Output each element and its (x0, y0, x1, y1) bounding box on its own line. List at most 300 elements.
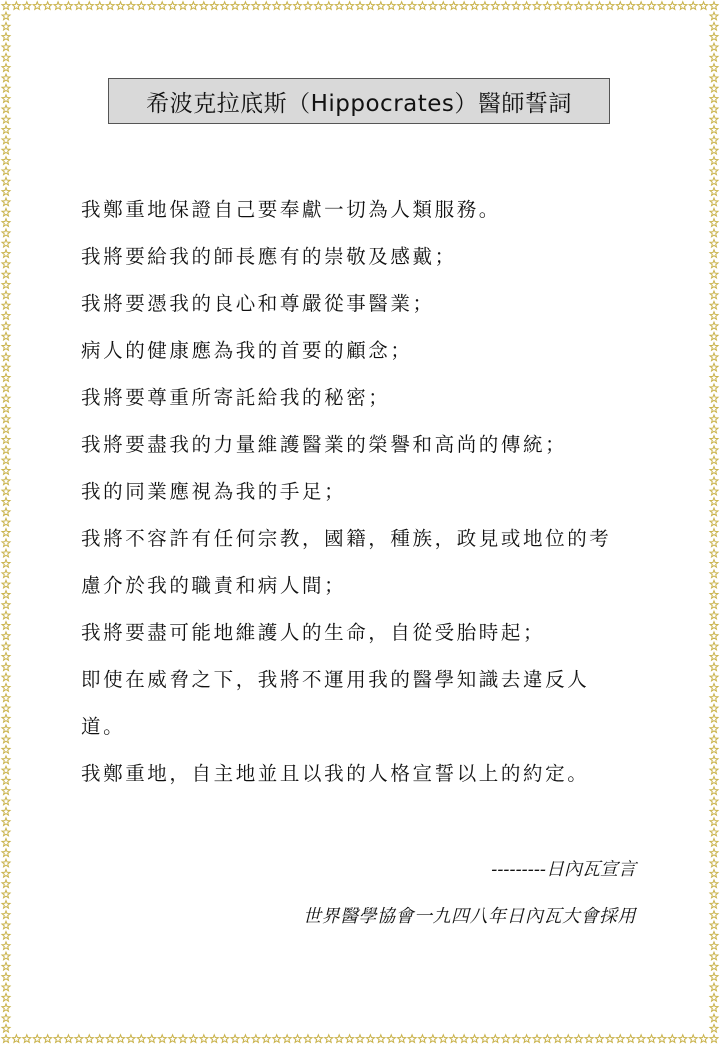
oath-line: 我將要盡可能地維護人的生命，自從受胎時起； (81, 621, 546, 644)
star-icon (2, 704, 10, 712)
star-icon (2, 467, 10, 475)
star-icon (710, 74, 718, 82)
star-icon (2, 115, 10, 123)
star-icon (2, 890, 10, 898)
star-icon (710, 777, 718, 785)
star-icon (2, 281, 10, 289)
star-icon (710, 188, 718, 196)
oath-line: 我將要憑我的良心和尊嚴從事醫業； (81, 292, 435, 315)
star-icon (408, 1035, 416, 1043)
star-icon (564, 1035, 572, 1043)
star-icon (2, 394, 10, 402)
star-icon (710, 250, 718, 258)
star-icon (710, 2, 718, 10)
star-icon (700, 1035, 708, 1043)
star-icon (2, 405, 10, 413)
oath-line: 我鄭重地，自主地並且以我的人格宣誓以上的約定。 (81, 762, 590, 785)
star-icon (2, 653, 10, 661)
star-icon (710, 425, 718, 433)
star-icon (710, 219, 718, 227)
star-icon (2, 549, 10, 557)
star-icon (710, 146, 718, 154)
star-icon (710, 312, 718, 320)
star-icon (710, 756, 718, 764)
star-icon (679, 1035, 687, 1043)
star-icon (2, 22, 10, 30)
star-icon (241, 2, 249, 10)
star-icon (585, 2, 593, 10)
star-icon (512, 1035, 520, 1043)
star-icon (2, 136, 10, 144)
star-icon (12, 1035, 20, 1043)
star-icon (2, 33, 10, 41)
star-icon (2, 43, 10, 51)
star-icon (710, 952, 718, 960)
star-icon (2, 1024, 10, 1032)
star-icon (710, 870, 718, 878)
star-icon (346, 1035, 354, 1043)
star-icon (564, 2, 572, 10)
star-icon (595, 1035, 603, 1043)
star-icon (710, 105, 718, 113)
star-icon (2, 436, 10, 444)
star-icon (429, 2, 437, 10)
star-icon (575, 2, 583, 10)
star-icon (668, 1035, 676, 1043)
star-icon (710, 436, 718, 444)
star-icon (710, 653, 718, 661)
star-icon (2, 229, 10, 237)
star-icon (2, 53, 10, 61)
star-icon (2, 425, 10, 433)
oath-text (81, 186, 651, 797)
star-icon (304, 2, 312, 10)
star-icon (710, 560, 718, 568)
star-icon (2, 343, 10, 351)
star-icon (554, 2, 562, 10)
star-icon (377, 1035, 385, 1043)
star-icon (710, 746, 718, 754)
star-icon (2, 518, 10, 526)
star-icon (710, 291, 718, 299)
star-icon (2, 374, 10, 382)
star-icon (637, 1035, 645, 1043)
star-icon (85, 2, 93, 10)
star-icon (252, 1035, 260, 1043)
star-icon (710, 415, 718, 423)
star-icon (710, 167, 718, 175)
star-icon (710, 198, 718, 206)
star-icon (2, 498, 10, 506)
star-icon (502, 2, 510, 10)
star-icon (148, 1035, 156, 1043)
star-icon (710, 467, 718, 475)
star-icon (2, 684, 10, 692)
star-icon (96, 1035, 104, 1043)
star-icon (2, 797, 10, 805)
star-icon (679, 2, 687, 10)
star-icon (2, 715, 10, 723)
star-icon (710, 704, 718, 712)
star-icon (710, 570, 718, 578)
star-icon (2, 901, 10, 909)
star-icon (533, 2, 541, 10)
star-icon (210, 1035, 218, 1043)
star-icon (710, 301, 718, 309)
star-icon (2, 487, 10, 495)
star-icon (554, 1035, 562, 1043)
star-icon (200, 2, 208, 10)
star-icon (710, 95, 718, 103)
oath-line: 我將不容許有任何宗教，國籍，種族，政見或地位的考 (81, 527, 612, 550)
star-icon (627, 2, 635, 10)
star-icon (2, 622, 10, 630)
title-box (108, 78, 610, 124)
star-icon (710, 529, 718, 537)
star-icon (2, 446, 10, 454)
oath-line: 道。 (81, 715, 126, 738)
star-icon (117, 2, 125, 10)
star-icon (606, 1035, 614, 1043)
star-icon (2, 353, 10, 361)
star-icon (616, 1035, 624, 1043)
star-icon (33, 2, 41, 10)
star-icon (710, 363, 718, 371)
star-icon (710, 270, 718, 278)
star-icon (2, 870, 10, 878)
star-icon (2, 322, 10, 330)
star-icon (33, 1035, 41, 1043)
star-icon (710, 797, 718, 805)
star-icon (231, 2, 239, 10)
star-icon (710, 622, 718, 630)
star-icon (377, 2, 385, 10)
star-icon (2, 560, 10, 568)
star-icon (85, 1035, 93, 1043)
star-icon (2, 270, 10, 278)
star-icon (460, 1035, 468, 1043)
oath-line: 我將要盡我的力量維護醫業的榮譽和高尚的傳統； (81, 433, 568, 456)
star-icon (23, 2, 31, 10)
star-icon (710, 694, 718, 702)
star-icon (189, 2, 197, 10)
star-icon (2, 808, 10, 816)
star-icon (283, 2, 291, 10)
star-icon (606, 2, 614, 10)
signature: ---------日內瓦宣言 (491, 859, 636, 880)
star-icon (335, 1035, 343, 1043)
star-icon (2, 539, 10, 547)
star-icon (44, 1035, 52, 1043)
star-icon (710, 818, 718, 826)
star-icon (710, 126, 718, 134)
star-icon (2, 529, 10, 537)
star-icon (2, 859, 10, 867)
star-icon (710, 1014, 718, 1022)
star-icon (106, 1035, 114, 1043)
star-icon (710, 508, 718, 516)
star-icon (2, 456, 10, 464)
star-icon (54, 1035, 62, 1043)
star-icon (710, 983, 718, 991)
star-icon (231, 1035, 239, 1043)
star-icon (2, 725, 10, 733)
star-icon (2, 1004, 10, 1012)
star-icon (179, 1035, 187, 1043)
star-icon (700, 2, 708, 10)
star-icon (75, 2, 83, 10)
star-icon (710, 663, 718, 671)
star-icon (710, 498, 718, 506)
star-icon (2, 942, 10, 950)
star-icon (2, 157, 10, 165)
star-icon (481, 2, 489, 10)
star-icon (2, 591, 10, 599)
star-icon (710, 1004, 718, 1012)
star-icon (710, 735, 718, 743)
star-icon (169, 1035, 177, 1043)
star-icon (158, 2, 166, 10)
star-icon (2, 746, 10, 754)
star-icon (356, 1035, 364, 1043)
star-icon (2, 74, 10, 82)
star-icon (137, 1035, 145, 1043)
star-icon (12, 2, 20, 10)
star-icon (2, 2, 10, 10)
star-icon (366, 1035, 374, 1043)
star-icon (710, 911, 718, 919)
star-icon (2, 146, 10, 154)
star-icon (2, 64, 10, 72)
star-icon (2, 983, 10, 991)
star-icon (314, 2, 322, 10)
star-icon (710, 281, 718, 289)
star-icon (710, 580, 718, 588)
star-icon (585, 1035, 593, 1043)
star-icon (2, 1035, 10, 1043)
star-icon (2, 849, 10, 857)
star-icon (710, 446, 718, 454)
star-icon (304, 1035, 312, 1043)
star-icon (710, 374, 718, 382)
star-icon (2, 777, 10, 785)
star-icon (2, 260, 10, 268)
star-icon (2, 839, 10, 847)
star-icon (2, 580, 10, 588)
star-icon (96, 2, 104, 10)
star-icon (106, 2, 114, 10)
star-icon (398, 2, 406, 10)
star-icon (710, 601, 718, 609)
star-icon (710, 405, 718, 413)
oath-line: 即使在威脅之下，我將不運用我的醫學知識去違反人 (81, 668, 590, 691)
star-icon (710, 962, 718, 970)
star-icon (2, 508, 10, 516)
star-icon (2, 756, 10, 764)
star-icon (710, 715, 718, 723)
star-icon (710, 549, 718, 557)
star-icon (2, 363, 10, 371)
star-icon (710, 849, 718, 857)
star-icon (2, 384, 10, 392)
star-icon (398, 1035, 406, 1043)
star-icon (2, 105, 10, 113)
star-icon (2, 477, 10, 485)
star-icon (710, 890, 718, 898)
star-icon (658, 1035, 666, 1043)
star-icon (2, 95, 10, 103)
star-icon (481, 1035, 489, 1043)
star-icon (648, 2, 656, 10)
star-icon (710, 1024, 718, 1032)
star-icon (64, 2, 72, 10)
star-icon (2, 84, 10, 92)
oath-line: 我將要尊重所寄託給我的秘密； (81, 386, 391, 409)
star-icon (523, 2, 531, 10)
star-icon (710, 518, 718, 526)
star-icon (710, 332, 718, 340)
star-icon (221, 2, 229, 10)
star-icon (262, 2, 270, 10)
star-icon (710, 766, 718, 774)
star-icon (710, 725, 718, 733)
star-icon (294, 2, 302, 10)
star-icon (2, 766, 10, 774)
star-icon (710, 22, 718, 30)
star-icon (710, 260, 718, 268)
star-icon (2, 570, 10, 578)
star-icon (262, 1035, 270, 1043)
star-icon (439, 1035, 447, 1043)
oath-line: 我鄭重地保證自己要奉獻一切為人類服務。 (81, 198, 501, 221)
star-icon (158, 1035, 166, 1043)
star-icon (710, 787, 718, 795)
star-icon (502, 1035, 510, 1043)
star-icon (210, 2, 218, 10)
star-icon (710, 477, 718, 485)
star-icon (137, 2, 145, 10)
star-icon (710, 84, 718, 92)
star-icon (418, 1035, 426, 1043)
star-icon (2, 301, 10, 309)
star-icon (710, 932, 718, 940)
star-icon (2, 973, 10, 981)
star-icon (689, 1035, 697, 1043)
star-icon (627, 1035, 635, 1043)
star-icon (44, 2, 52, 10)
star-icon (710, 859, 718, 867)
star-icon (2, 291, 10, 299)
star-icon (710, 343, 718, 351)
star-icon (710, 239, 718, 247)
star-icon (169, 2, 177, 10)
star-icon (418, 2, 426, 10)
star-icon (2, 239, 10, 247)
star-icon (2, 642, 10, 650)
oath-line: 慮介於我的職責和病人間； (81, 574, 347, 597)
star-icon (710, 394, 718, 402)
star-icon (710, 487, 718, 495)
star-icon (2, 787, 10, 795)
star-icon (189, 1035, 197, 1043)
star-icon (2, 219, 10, 227)
star-icon (200, 1035, 208, 1043)
star-icon (512, 2, 520, 10)
star-icon (2, 1014, 10, 1022)
star-icon (523, 1035, 531, 1043)
star-icon (710, 808, 718, 816)
star-icon (366, 2, 374, 10)
star-icon (2, 952, 10, 960)
star-icon (710, 839, 718, 847)
star-icon (23, 1035, 31, 1043)
star-icon (710, 136, 718, 144)
star-icon (127, 1035, 135, 1043)
star-icon (346, 2, 354, 10)
star-icon (273, 1035, 281, 1043)
star-icon (689, 2, 697, 10)
star-icon (252, 2, 260, 10)
star-icon (710, 539, 718, 547)
star-icon (471, 2, 479, 10)
star-icon (64, 1035, 72, 1043)
star-icon (710, 921, 718, 929)
oath-line: 病人的健康應為我的首要的顧念； (81, 339, 413, 362)
star-icon (429, 1035, 437, 1043)
star-icon (2, 167, 10, 175)
star-icon (710, 456, 718, 464)
star-icon (2, 188, 10, 196)
star-icon (54, 2, 62, 10)
star-icon (2, 880, 10, 888)
star-icon (710, 632, 718, 640)
star-icon (710, 684, 718, 692)
star-icon (710, 591, 718, 599)
star-icon (533, 1035, 541, 1043)
star-icon (2, 663, 10, 671)
star-icon (2, 921, 10, 929)
star-icon (439, 2, 447, 10)
star-icon (710, 611, 718, 619)
star-icon (710, 229, 718, 237)
star-icon (2, 12, 10, 20)
star-icon (710, 673, 718, 681)
star-icon (2, 198, 10, 206)
star-icon (2, 250, 10, 258)
star-icon (710, 322, 718, 330)
adoption-note: 世界醫學協會一九四八年日內瓦大會採用 (303, 906, 636, 927)
star-icon (710, 880, 718, 888)
star-icon (2, 694, 10, 702)
star-icon (710, 901, 718, 909)
star-icon (2, 415, 10, 423)
star-icon (2, 208, 10, 216)
oath-line: 我的同業應視為我的手足； (81, 480, 347, 503)
star-icon (450, 2, 458, 10)
star-icon (668, 2, 676, 10)
star-icon (221, 1035, 229, 1043)
star-icon (2, 177, 10, 185)
star-icon (314, 1035, 322, 1043)
star-icon (710, 993, 718, 1001)
star-icon (710, 53, 718, 61)
star-icon (710, 1035, 718, 1043)
star-icon (710, 177, 718, 185)
star-icon (408, 2, 416, 10)
star-icon (273, 2, 281, 10)
star-icon (387, 1035, 395, 1043)
star-icon (335, 2, 343, 10)
